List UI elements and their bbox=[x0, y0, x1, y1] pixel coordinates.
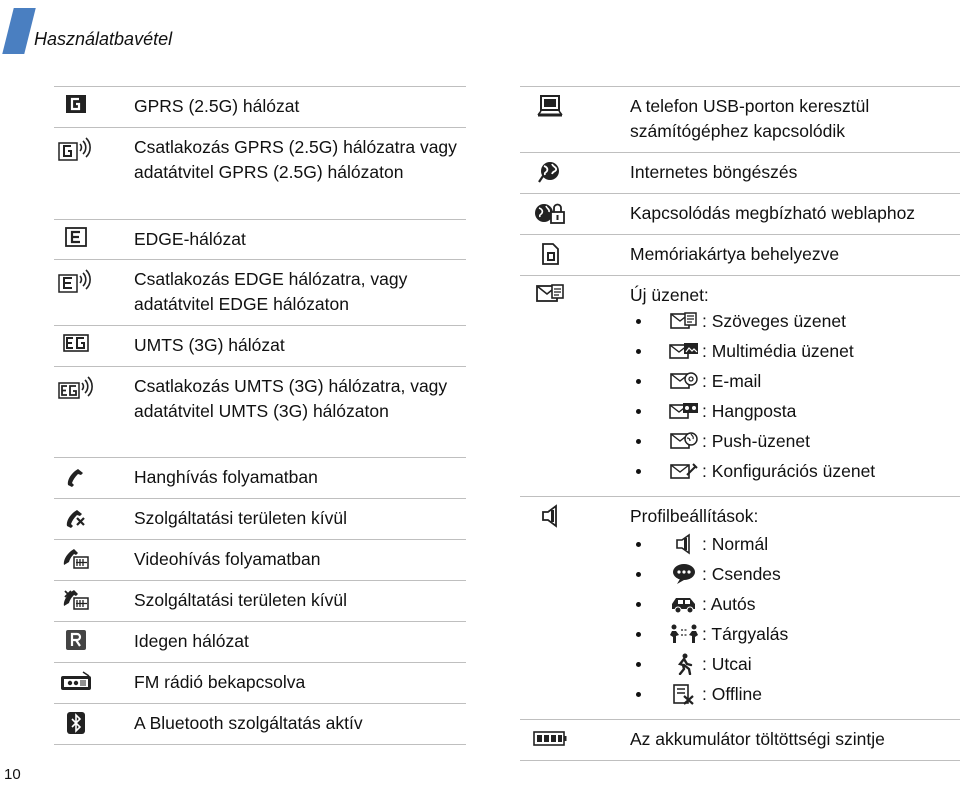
table-row bbox=[54, 621, 466, 662]
secure-web-icon bbox=[530, 201, 570, 225]
header-accent-bar bbox=[2, 8, 35, 54]
edge-connect-icon bbox=[56, 267, 96, 291]
table-row bbox=[520, 86, 960, 152]
roaming-icon bbox=[56, 629, 96, 653]
table-row bbox=[54, 86, 466, 127]
outdoor-profile-icon bbox=[666, 653, 702, 675]
row-text: Kapcsolódás megbízható weblaphoz bbox=[630, 203, 916, 223]
row-text: Profilbeállítások: bbox=[630, 506, 759, 526]
row-text: Szolgáltatási területen kívül bbox=[134, 508, 348, 528]
table-row: Új üzenet: : Szöveges üzenet : Multimédia üzenet : E-mail : Hangposta : Push-üzenet : Konfigurációs üzenet bbox=[520, 275, 960, 496]
call-icon bbox=[56, 465, 96, 489]
table-row bbox=[54, 580, 466, 621]
left-icon-table bbox=[54, 86, 466, 745]
row-text: EDGE-hálózat bbox=[134, 229, 246, 249]
table-row bbox=[54, 325, 466, 366]
table-row bbox=[520, 193, 960, 234]
row-text: FM rádió bekapcsolva bbox=[134, 672, 306, 692]
row-text: Új üzenet: bbox=[630, 285, 709, 305]
table-row bbox=[520, 234, 960, 275]
row-text: Csatlakozás GPRS (2.5G) hálózatra vagy adatátvitel GPRS (2.5G) hálózaton bbox=[134, 137, 457, 182]
mms-icon bbox=[666, 340, 702, 362]
umts-icon bbox=[56, 333, 96, 357]
browsing-icon bbox=[530, 160, 570, 184]
battery-icon bbox=[530, 727, 570, 751]
table-row bbox=[54, 498, 466, 539]
row-text: Hanghívás folyamatban bbox=[134, 467, 318, 487]
table-row bbox=[54, 219, 466, 259]
right-icon-table bbox=[520, 86, 960, 761]
row-text: UMTS (3G) hálózat bbox=[134, 335, 285, 355]
table-row bbox=[54, 662, 466, 703]
table-row bbox=[54, 366, 466, 457]
umts-connect-icon bbox=[56, 374, 96, 398]
table-row bbox=[520, 719, 960, 761]
config-message-icon bbox=[666, 460, 702, 482]
row-text: Idegen hálózat bbox=[134, 631, 249, 651]
fm-radio-icon bbox=[56, 670, 96, 694]
edge-icon bbox=[56, 227, 96, 251]
voicemail-icon bbox=[666, 400, 702, 422]
row-text: Az akkumulátor töltöttségi szintje bbox=[630, 729, 885, 749]
row-text: Szolgáltatási területen kívül bbox=[134, 590, 348, 610]
row-text: Memóriakártya behelyezve bbox=[630, 244, 840, 264]
profile-speaker-icon bbox=[530, 504, 570, 528]
table-row bbox=[54, 539, 466, 580]
silent-profile-icon bbox=[666, 563, 702, 585]
page-header bbox=[0, 6, 960, 56]
offline-profile-icon bbox=[666, 683, 702, 705]
push-message-icon bbox=[666, 430, 702, 452]
video-call-icon bbox=[56, 547, 96, 571]
page-number: 10 bbox=[4, 766, 21, 783]
car-profile-icon bbox=[666, 593, 702, 615]
table-row bbox=[54, 127, 466, 219]
bluetooth-icon bbox=[56, 711, 96, 735]
row-text: Csatlakozás EDGE hálózatra, vagy adatátvitel EDGE hálózaton bbox=[134, 269, 408, 314]
table-row bbox=[54, 259, 466, 325]
table-row bbox=[520, 152, 960, 193]
memory-card-icon bbox=[530, 242, 570, 266]
email-icon bbox=[666, 370, 702, 392]
row-text: A Bluetooth szolgáltatás aktív bbox=[134, 713, 363, 733]
call-out-of-service-icon bbox=[56, 506, 96, 530]
row-text: Videohívás folyamatban bbox=[134, 549, 321, 569]
row-text: Csatlakozás UMTS (3G) hálózatra, vagy adatátvitel UMTS (3G) hálózaton bbox=[134, 376, 448, 421]
normal-profile-icon bbox=[666, 533, 702, 555]
sms-icon bbox=[666, 310, 702, 332]
new-message-icon bbox=[530, 283, 570, 307]
table-row: Profilbeállítások: : Normál : Csendes : Autós : Tárgyalás : Utcai : Offline bbox=[520, 496, 960, 719]
table-row bbox=[54, 703, 466, 745]
gprs-icon bbox=[56, 94, 96, 118]
header-title: Használatbavétel bbox=[34, 29, 173, 49]
video-out-of-service-icon bbox=[56, 588, 96, 612]
meeting-profile-icon bbox=[666, 623, 702, 645]
gprs-connect-icon bbox=[56, 135, 96, 159]
row-text: Internetes böngészés bbox=[630, 162, 798, 182]
row-text: GPRS (2.5G) hálózat bbox=[134, 96, 300, 116]
pc-usb-icon bbox=[530, 94, 570, 118]
row-text: A telefon USB-porton keresztül számítógéphez kapcsolódik bbox=[630, 96, 870, 141]
table-row bbox=[54, 457, 466, 498]
